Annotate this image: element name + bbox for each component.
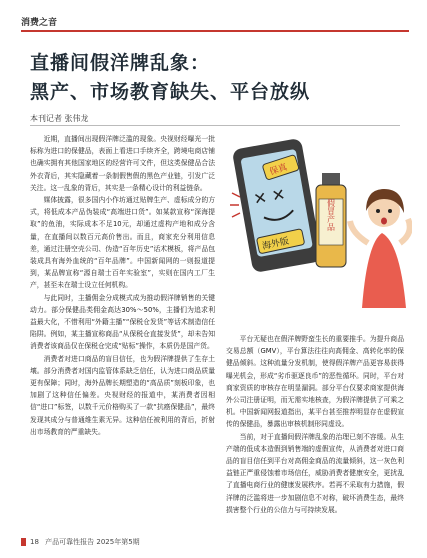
illustration-svg xyxy=(222,133,412,318)
svg-text:✕ ✕: ✕ ✕ xyxy=(252,184,287,209)
right-column xyxy=(226,333,404,516)
phone-text: 海外版 xyxy=(261,236,290,253)
header-rule xyxy=(21,30,409,32)
publication-name: 产品可靠性报告 2025年第5期 xyxy=(45,538,140,546)
illustration xyxy=(222,133,412,318)
section-tag: 消费之音 xyxy=(21,18,58,28)
left-column xyxy=(30,133,215,438)
person-illustration xyxy=(350,189,410,308)
paragraph: 媒体披露，很多国内小作坊通过贴牌生产、虚标成分的方式，将低成本产品伪装成“高端进口货”。如某款宣称“深海提取”的鱼油，实际成本不足10元，却通过虚构产地和成分含量，在直播间以数百元高价售出。而且，商家充分利用信息差，通过注册空壳公司、伪造“百年历史”话术模板，将产品包装成具有海外血统的“百年品牌”。中国新闻网的一则报道提到，某品牌宣称“源自瑞士百年实验室”，实则在国内工厂生产，甚至未在瑞士设立任何机构。 xyxy=(30,196,215,290)
phone-icon xyxy=(232,138,323,273)
article-byline: 本刊记者 张伟龙 xyxy=(30,114,89,123)
page-number: 18 xyxy=(30,538,39,546)
article-title-line2: 黑产、市场教育缺失、平台放纵 xyxy=(30,81,311,103)
bottle-label: 假冒产品 xyxy=(326,199,336,231)
article-title-line1: 直播间假洋牌乱象： xyxy=(30,52,211,74)
paragraph: 与此同时，主播佣金分成模式成为推动假洋牌销售的关键动力。部分保健品类佣金高达30%～50%，主播们为追求利益最大化，不惜利用“外籍主播”“保税仓发货”等话术制造信任陷阱。例如，某主播宣称商品“从保税仓直接发货”，却未告知消费者该商品仅在保税仓完成“贴标”操作，本质仍是国产货。 xyxy=(30,293,215,351)
paragraph: 消费者对进口商品的盲目信任，也为假洋牌提供了生存土壤。部分消费者对国内监管体系缺乏信任，认为进口商品质量更有保障；同时，海外品牌长期塑造的“高品质”刻板印象，也加剧了这种信任偏差。央视财经的报道中，某消费者因相信“进口”标签，以数千元价格购买了一款“抗癌保健品”，最终发现其成分与普通维生素无异。这种信任被利用的背后，折射出市场教育的严重缺失。 xyxy=(30,354,215,436)
title-divider xyxy=(30,125,400,126)
page-footer xyxy=(30,537,144,547)
paragraph: 近期，直播间出现假洋牌泛滥的现象。央视财经曝光一批标称为进口的保健品，表面上看进口手续齐全，跨境电商店铺也确实拥有其他国家地区的经营许可文件，但这类保健品合法外衣背后，其实隐藏着一条制假售假的黑色产业链，引发广泛关注。这一乱象的背后，其实是一条精心设计的利益链条。 xyxy=(30,135,215,192)
paragraph: 平台无疑也在假洋牌野蛮生长的重要推手。为提升商品交易总额（GMV），平台算法往往向高佣金、高转化率的保健品倾斜。这种流量分发机制，使得假洋牌产品更容易获得曝光机会，形成“劣币驱逐良币”的恶性循环。同时，平台对商家资质的审核存在明显漏洞。部分平台仅要求商家提供海外公司注册证明，而无需实地核查，为假洋牌提供了可乘之机。中国新闻网报道指出，某平台甚至推荐明显存在虚假宣传的保健品，暴露出审核机制形同虚设。 xyxy=(226,335,404,429)
fake-guarantee-label: 保真 xyxy=(268,162,289,178)
footer-accent xyxy=(21,538,26,546)
paragraph: 当前，对于直播间假洋牌乱象的治理已刻不容缓。从生产端的低成本造假到销售端的虚假宣传，从消费者对进口商品的盲目信任到平台对高佣金商品的流量倾斜，这一灰色利益链正严重侵蚀着市场信任，威胁消费者健康安全，更扰乱了直播电商行业的健康发展秩序。若再不采取有力措施，假洋牌的泛滥将进一步加剧信息不对称，破坏消费生态，最终损害整个行业的公信力与可持续发展。 xyxy=(226,432,404,514)
spark-icon xyxy=(230,193,240,217)
